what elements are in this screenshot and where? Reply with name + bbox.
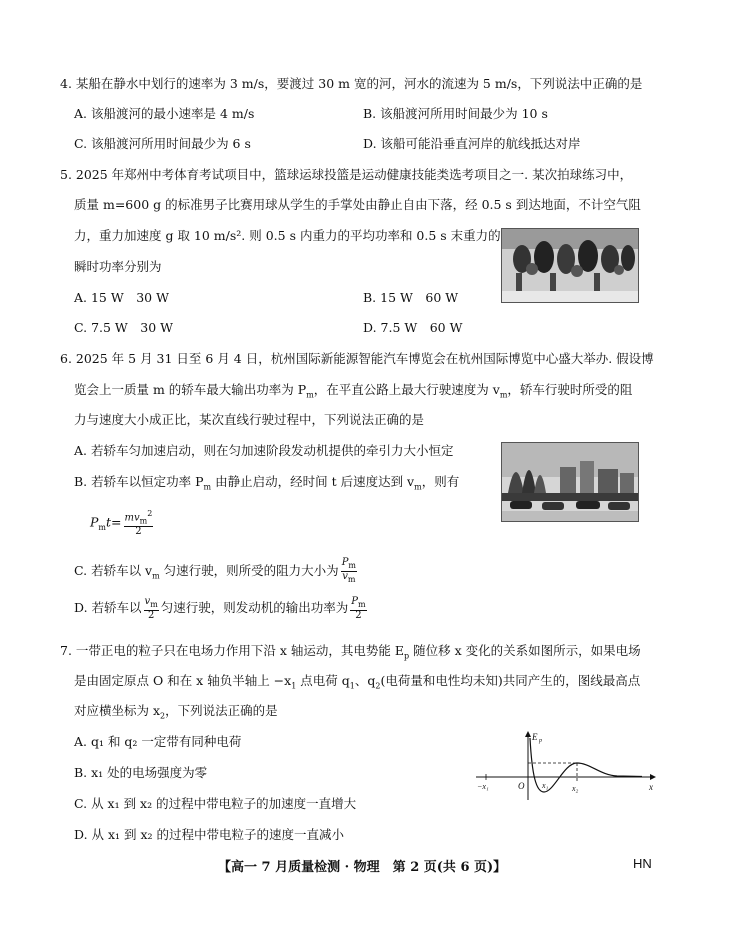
q5-option-a: A. 15 W 30 W	[74, 290, 169, 305]
q5-option-b: B. 15 W 60 W	[363, 290, 459, 305]
neg-x1-label: −x₁	[477, 782, 489, 791]
x1-label: x₁	[542, 781, 549, 790]
q7-option-a: A. q₁ 和 q₂ 一定带有同种电荷	[74, 734, 242, 749]
q6-line3: 力与速度大小成正比，某次直线行驶过程中，下列说法正确的是	[74, 412, 425, 427]
q7-line3: 对应横坐标为 $x_2$，下列说法正确的是	[74, 703, 278, 721]
q7-option-d: D. 从 x₁ 到 x₂ 的过程中带电粒子的速度一直减小	[74, 827, 345, 842]
page-footer: 【高一 7 月质量检测 · 物理 第 2 页(共 6 页)】	[218, 860, 507, 875]
x-axis-arrow-icon	[650, 774, 656, 780]
q6-line1: 6. 2025 年 5 月 31 日至 6 月 4 日，杭州国际新能源智能汽车博览会在杭州国际博览中心盛大举办. 假设博	[60, 351, 654, 366]
q6-option-b: B. 若轿车以恒定功率 $P_m$ 由静止启动，经时间 t 后速度达到 $v_m$，则有	[74, 474, 460, 492]
basketball-players-photo	[501, 228, 639, 303]
q6-option-b-equation: $P_mt=$ $\frac{mv_m^2}{2}$	[90, 509, 153, 538]
q6-line2: 览会上一质量 m 的轿车最大输出功率为 $P_m$，在平直公路上最大行驶速度为 $v_m$，轿车行驶时所受的阻	[74, 382, 633, 400]
q5-line4: 瞬时功率分别为	[74, 259, 162, 274]
q5-line1: 5. 2025 年郑州中考体育考试项目中，篮球运球投篮是运动健康技能类选考项目之一. 某次拍球练习中，	[60, 167, 633, 182]
q4-option-a: A. 该船渡河的最小速率是 4 m/s	[74, 106, 255, 121]
origin-label: O	[518, 781, 525, 791]
q7-line2: 是由固定原点 O 和在 x 轴负半轴上 $-x_1$ 点电荷 $q_1$、$q_2$(电荷量和电性均未知)共同产生的，图线最高点	[74, 673, 641, 691]
y-axis-label: E	[532, 732, 538, 742]
q7-option-c: C. 从 x₁ 到 x₂ 的过程中带电粒子的加速度一直增大	[74, 796, 357, 811]
q5-option-d: D. 7.5 W 60 W	[363, 320, 463, 335]
footer-code: HN	[633, 856, 652, 871]
q5-line3: 力，重力加速度 g 取 10 m/s². 则 0.5 s 内重力的平均功率和 0.5 s 末重力的	[74, 228, 501, 243]
potential-energy-graph	[472, 730, 657, 802]
q5-option-c: C. 7.5 W 30 W	[74, 320, 173, 335]
q6-option-a: A. 若轿车匀加速启动，则在匀加速阶段发动机提供的牵引力大小恒定	[74, 443, 454, 458]
exhibition-center-photo	[501, 442, 639, 522]
q5-line2: 质量 m=600 g 的标准男子比赛用球从学生的手掌处由静止自由下落，经 0.5 s 到达地面，不计空气阻	[74, 197, 641, 212]
q4-option-b: B. 该船渡河所用时间最少为 10 s	[363, 106, 548, 121]
x-axis-label: x	[649, 782, 653, 792]
q6-option-c: C. 若轿车以 $v_m$ 匀速行驶，则所受的阻力大小为 $\frac{P_m}{v_m}$	[74, 557, 357, 584]
y-axis-arrow-icon	[525, 731, 531, 737]
x2-label: x₂	[572, 784, 579, 793]
q7-line1: 7. 一带正电的粒子只在电场力作用下沿 x 轴运动，其电势能 $E_p$ 随位移 x 变化的关系如图所示，如果电场	[60, 643, 641, 661]
q7-option-b: B. x₁ 处的电场强度为零	[74, 765, 208, 780]
q4-option-c: C. 该船渡河所用时间最少为 6 s	[74, 136, 251, 151]
y-axis-label-sub: p	[539, 738, 542, 744]
q6-option-d: D. 若轿车以 $\frac{v_m}{2}$ 匀速行驶，则发动机的输出功率为 $\frac{P_m}{2}$	[74, 595, 366, 621]
q4-option-d: D. 该船可能沿垂直河岸的航线抵达对岸	[363, 136, 581, 151]
q4-stem: 4. 某船在静水中划行的速率为 3 m/s，要渡过 30 m 宽的河，河水的流速为 5 m/s，下列说法中正确的是	[60, 76, 643, 91]
